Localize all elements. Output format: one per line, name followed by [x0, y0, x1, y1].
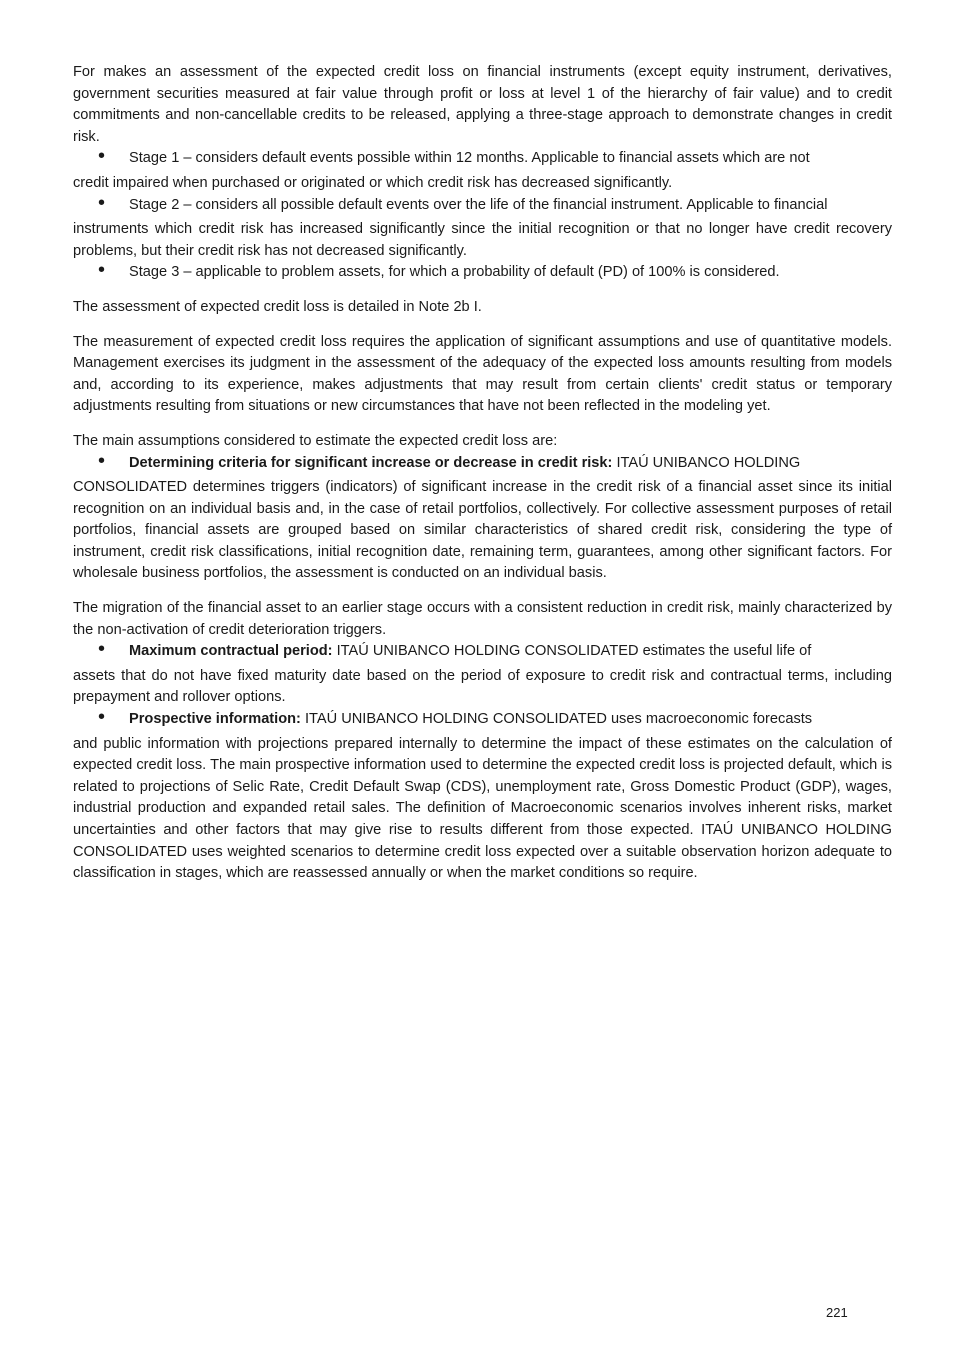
note-reference-paragraph: The assessment of expected credit loss is detailed in Note 2b I.	[73, 298, 482, 315]
assumption-criteria-first-line: ITAÚ UNIBANCO HOLDING	[612, 454, 801, 471]
assumption-prospective-first-line: ITAÚ UNIBANCO HOLDING CONSOLIDATED uses macroeconomic forecasts	[300, 711, 813, 728]
assumption-prospective-item	[73, 706, 892, 885]
document-body	[73, 62, 892, 885]
migration-paragraph: The migration of the financial asset to an earlier stage occurs with a consistent reduction in credit risk, mainly characterized by the non-activation of credit deterioration triggers.	[73, 600, 892, 638]
assumption-criteria-heading: Determining criteria for significant increase or decrease in credit risk:	[129, 454, 613, 471]
stage-2-text: instruments which credit risk has increased significantly since the initial recognition or that no longer have credit recovery problems, but their credit risk has not decreased significantly.	[73, 221, 892, 259]
assumption-period-item	[73, 638, 892, 709]
bullet-icon: •	[98, 638, 106, 661]
assumption-criteria-item	[73, 449, 892, 586]
assumption-criteria-text: CONSOLIDATED determines triggers (indicators) of significant increase in the credit risk of a financial asset since its initial recognition on an individual basis and, in the case of retail portfolios, collectively. For collective assessment purposes of retail portfolios, financial assets are grouped based on similar characteristics of shared credit risk, considering the type of instrument, credit risk classifications, initial recognition date, remaining term, guarantees, among other significant factors. For wholesale business portfolios, the assessment is conducted on an individual basis.	[73, 479, 892, 582]
bullet-icon: •	[98, 145, 106, 168]
bullet-icon: •	[98, 259, 106, 282]
assumption-prospective-text: and public information with projections prepared internally to determine the impact of these estimates on the calculation of expected credit loss. The main prospective information used to determine the expected credit loss is projected default, which is related to projections of Selic Rate, Credit Default Swap (CDS), unemployment rate, Gross Domestic Product (GDP), wages, industrial production and expanded retail sales. The definition of Macroeconomic scenarios involves inherent risks, market uncertainties and other factors that may give rise to results different from those expected. ITAÚ UNIBANCO HOLDING CONSOLIDATED uses weighted scenarios to determine credit loss expected over a suitable observation horizon adequate to classification in stages, which are reassessed annually or when the market conditions so require.	[73, 735, 892, 882]
stage-3-item	[73, 259, 892, 284]
stage-2-first-line: Stage 2 – considers all possible default events over the life of the financial instrument. Applicable to financial	[129, 196, 828, 213]
measurement-paragraph: The measurement of expected credit loss requires the application of significant assumptions and use of quantitative models. Management exercises its judgment in the assessment of the adequacy of the expected loss amounts resulting from models and, according to its experience, makes adjustments that may result from certain clients' credit status or temporary adjustments resulting from situations or new circumstances that have not been reflected in the modeling yet.	[73, 333, 892, 415]
assumption-period-heading: Maximum contractual period:	[129, 643, 333, 660]
assumption-period-text: assets that do not have fixed maturity date based on the period of exposure to credit risk and contractual terms, including prepayment and rollover options.	[73, 667, 892, 706]
assumption-prospective-heading: Prospective information:	[129, 711, 301, 728]
stage-1-first-line: Stage 1 – considers default events possible within 12 months. Applicable to financial assets which are not	[129, 150, 810, 167]
page-number: 221	[826, 1305, 848, 1320]
bullet-icon: •	[98, 191, 106, 214]
assumptions-intro: The main assumptions considered to estimate the expected credit loss are:	[73, 432, 558, 449]
assumption-period-first-line: ITAÚ UNIBANCO HOLDING CONSOLIDATED estimates the useful life of	[332, 643, 812, 660]
stage-2-item	[73, 191, 892, 263]
bullet-icon: •	[98, 449, 106, 472]
stage-1-item	[73, 145, 892, 194]
intro-paragraph: For makes an assessment of the expected credit loss on financial instruments (except equity instrument, derivatives, government securities measured at fair value through profit or loss at level 1 of the hierarchy of fair value) and to credit commitments and non-cancellable credits to be released, applying a three-stage approach to demonstrate changes in credit risk.	[73, 64, 892, 145]
stage-1-text: credit impaired when purchased or originated or which credit risk has decreased significantly.	[73, 174, 673, 191]
stage-3-first-line: Stage 3 – applicable to problem assets, for which a probability of default (PD) of 100% is considered.	[129, 264, 780, 281]
bullet-icon: •	[98, 706, 106, 729]
